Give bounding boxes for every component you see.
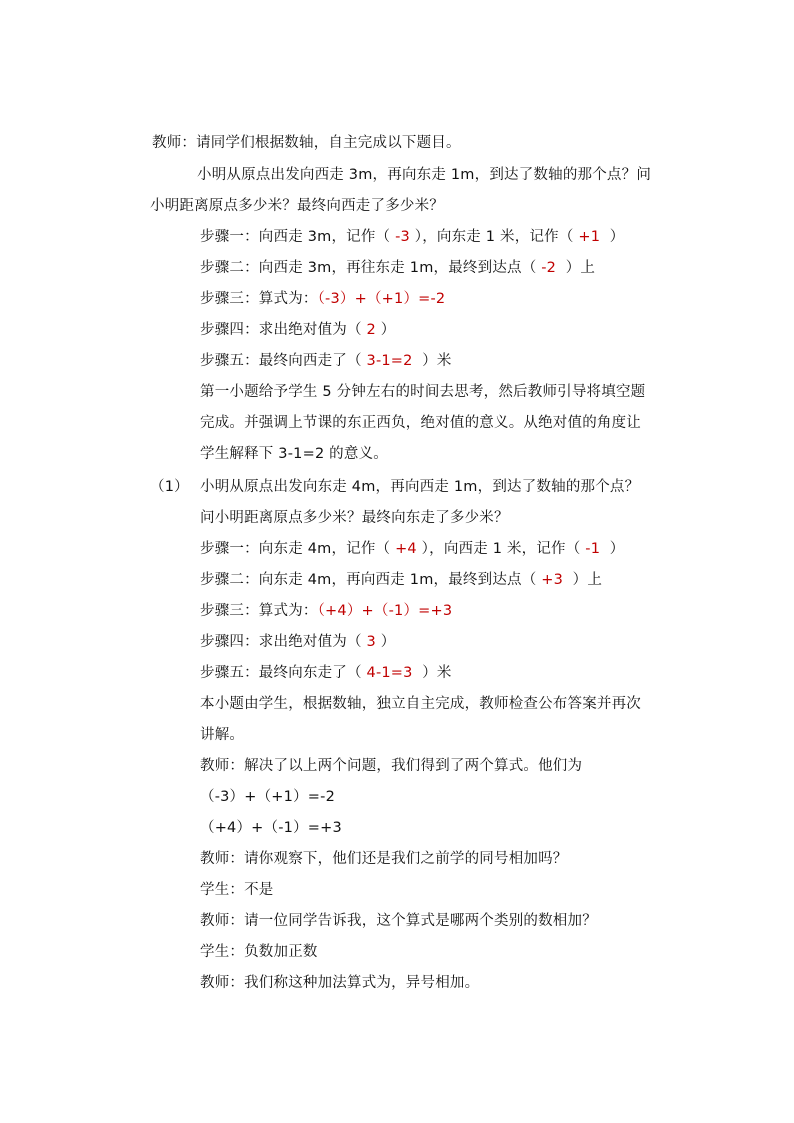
answer: -1	[585, 541, 601, 557]
problem-2-step-3: 步骤三：算式为：（+4）+（-1）=+3	[200, 603, 453, 619]
problem-1-step-1: 步骤一：向西走 3m，记作（ -3 ），向东走 1 米，记作（ +1 ）	[200, 229, 625, 245]
teacher-line-1: 教师：解决了以上两个问题，我们得到了两个算式。他们为	[200, 758, 583, 774]
note-line-1: 第一小题给予学生 5 分钟左右的时间去思考，然后教师引导将填空题	[200, 384, 646, 400]
answer: +4	[395, 541, 417, 557]
equation-2: （+4）+（-1）=+3	[200, 820, 342, 836]
problem-1-step-2: 步骤二：向西走 3m，再往东走 1m，最终到达点（ -2 ）上	[200, 260, 596, 276]
problem-2-line-1: 小明从原点出发向东走 4m，再向西走 1m，到达了数轴的那个点？	[200, 479, 640, 495]
problem-1-step-5: 步骤五：最终向西走了（ 3-1=2 ）米	[200, 353, 452, 369]
note-line-2: 完成。并强调上节课的东正西负，绝对值的意义。从绝对值的角度让	[200, 415, 641, 431]
problem-2-number: （1）	[150, 479, 189, 495]
student-line-2: 学生：负数加正数	[200, 944, 318, 960]
problem-2-line-2: 问小明距离原点多少米？最终向东走了多少米？	[200, 510, 509, 526]
paragraph-intro: 教师：请同学们根据数轴，自主完成以下题目。	[152, 135, 461, 151]
note-2-line-2: 讲解。	[200, 727, 245, 743]
answer: 4-1=3	[366, 665, 413, 681]
answer: 2	[366, 322, 376, 338]
answer: （-3）+（+1）=-2	[317, 291, 446, 307]
answer: 3	[366, 634, 376, 650]
note-2-line-1: 本小题由学生，根据数轴，独立自主完成，教师检查公布答案并再次	[200, 696, 641, 712]
problem-2-step-2: 步骤二：向东走 4m，再向西走 1m，最终到达点（ +3 ）上	[200, 572, 603, 588]
problem-1-line-1: 小明从原点出发向西走 3m，再向东走 1m，到达了数轴的那个点？问	[197, 167, 652, 183]
problem-1-step-3: 步骤三：算式为：（-3）+（+1）=-2	[200, 291, 446, 307]
teacher-line-2: 教师：请你观察下，他们还是我们之前学的同号相加吗？	[200, 851, 568, 867]
problem-1-line-2: 小明距离原点多少米？最终向西走了多少米？	[150, 198, 444, 214]
answer: +1	[578, 229, 601, 245]
answer: 3-1=2	[366, 353, 413, 369]
equation-1: （-3）+（+1）=-2	[200, 789, 335, 805]
teacher-line-3: 教师：请一位同学告诉我，这个算式是哪两个类别的数相加？	[200, 913, 597, 929]
student-line-1: 学生：不是	[200, 882, 274, 898]
problem-2-step-1: 步骤一：向东走 4m，记作（ +4 ），向西走 1 米，记作（ -1 ）	[200, 541, 625, 557]
problem-1-step-4: 步骤四：求出绝对值为（ 2 ）	[200, 322, 396, 338]
answer: -3	[395, 229, 410, 245]
answer: +3	[541, 572, 564, 588]
problem-2-step-5: 步骤五：最终向东走了（ 4-1=3 ）米	[200, 665, 452, 681]
problem-2-step-4: 步骤四：求出绝对值为（ 3 ）	[200, 634, 396, 650]
teacher-line-4: 教师：我们称这种加法算式为，异号相加。	[200, 975, 480, 991]
note-line-3: 学生解释下 3-1=2 的意义。	[200, 446, 388, 462]
answer: -2	[541, 260, 557, 276]
answer: （+4）+（-1）=+3	[317, 603, 453, 619]
